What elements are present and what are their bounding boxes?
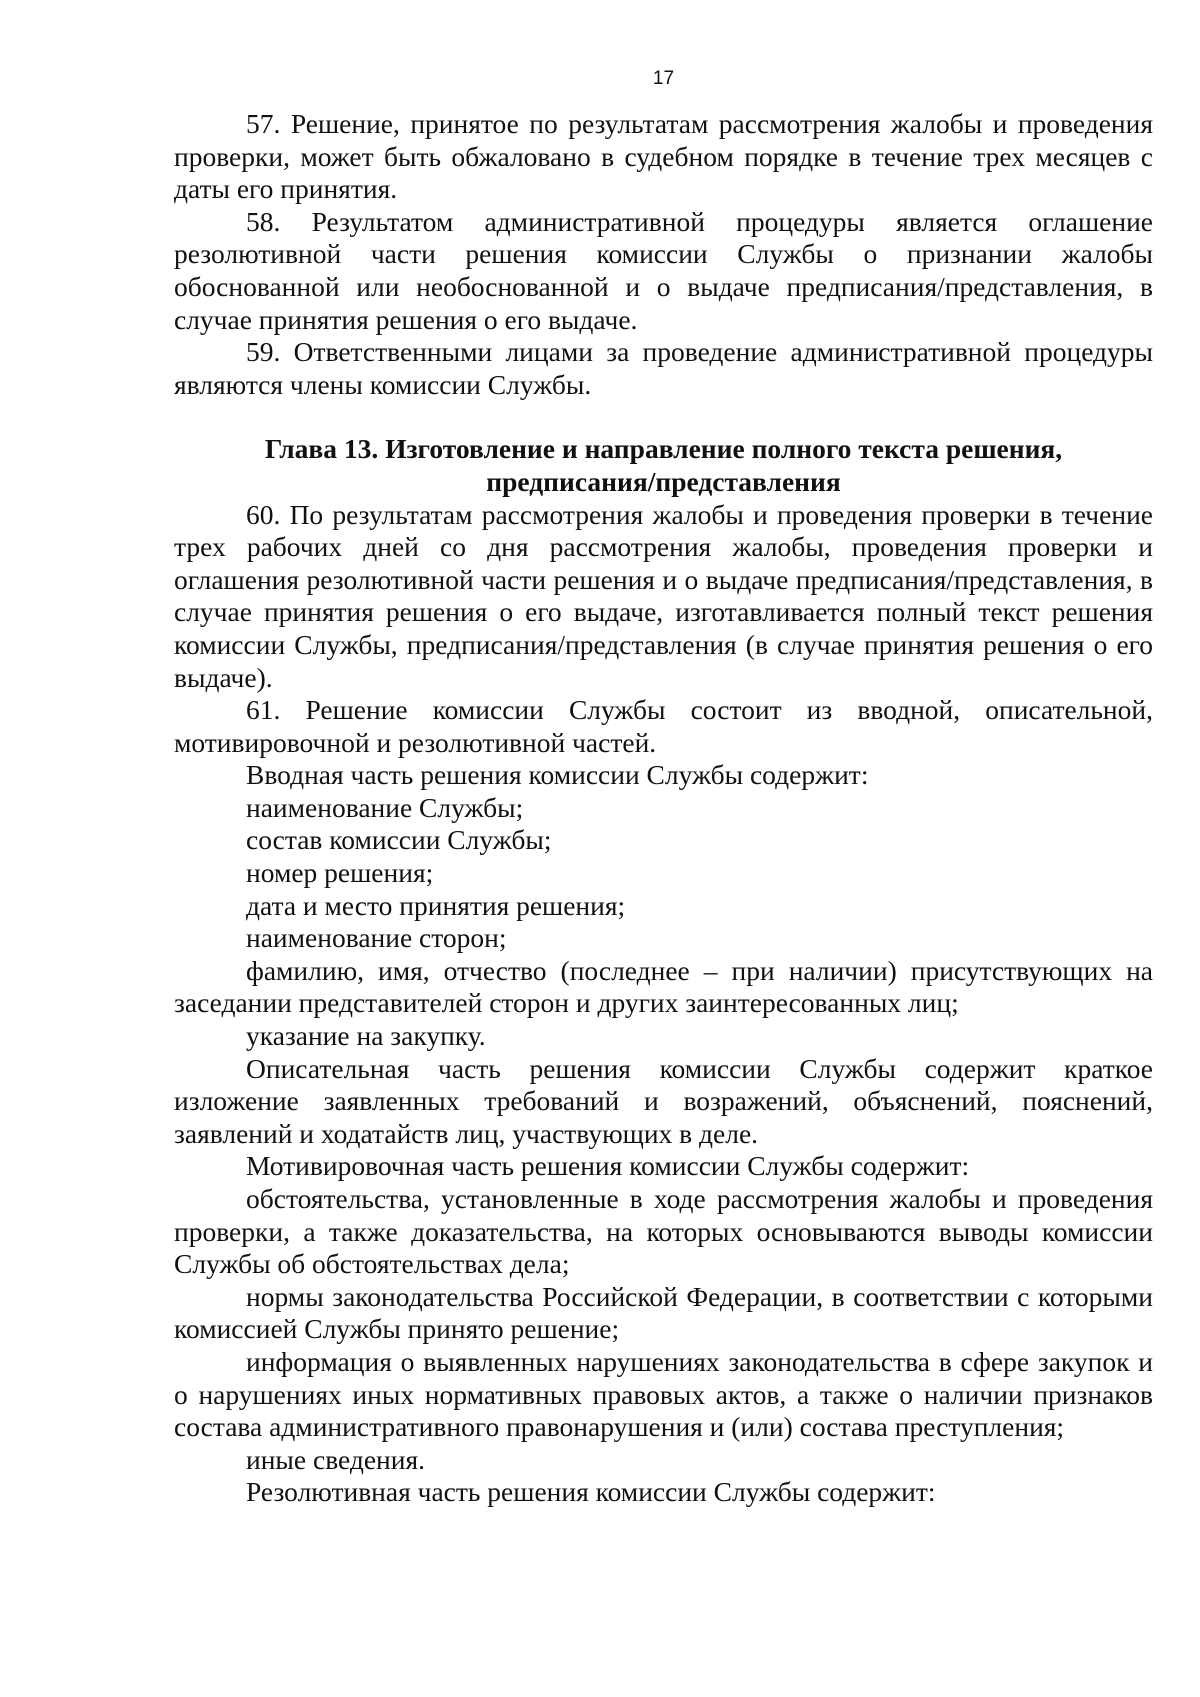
section-top — [174, 108, 1153, 401]
list-item: номер решения; — [246, 857, 434, 889]
intro-part-heading: Вводная часть решения комиссии Службы содержит: — [246, 759, 869, 791]
chapter-title — [174, 433, 1153, 498]
chapter-title-line-2: предписания/представления — [486, 465, 841, 497]
paragraph-61: 61. Решение комиссии Службы состоит из вводной, описательной, мотивировочной и резолютивной частей. — [174, 694, 1153, 758]
list-item: нормы законодательства Российской Федерации, в соответствии с которыми комиссией Службы принято решение; — [174, 1280, 1153, 1345]
paragraph-58: 58. Результатом административной процедуры является оглашение резолютивной части решения комиссии Службы о признании жалобы обоснованной или необоснованной и о выдаче предписания/представления, в случае принятия решения о его выдаче. — [174, 205, 1153, 335]
list-item: фамилию, имя, отчество (последнее – при наличии) присутствующих на заседании представителей сторон и других заинтересованных лиц; — [174, 954, 1153, 1019]
list-item: наименование Службы; — [246, 791, 524, 823]
list-item: наименование сторон; — [246, 922, 507, 954]
list-item: обстоятельства, установленные в ходе рассмотрения жалобы и проведения проверки, а также доказательства, на которых основываются выводы комиссии Службы об обстоятельствах дела; — [174, 1183, 1153, 1280]
list-item: иные сведения. — [246, 1443, 426, 1475]
list-item: информация о выявленных нарушениях законодательства в сфере закупок и о нарушениях иных нормативных правовых актов, а также о наличии признаков состава административного правонарушения и (или) состава преступления; — [174, 1345, 1153, 1443]
paragraph-60: 60. По результатам рассмотрения жалобы и проведения проверки в течение трех рабочих дней со дня рассмотрения жалобы, проведения проверки и оглашения резолютивной части решения и о выдаче предписания/представления, в случае принятия решения о его выдаче, изготавливается полный текст решения комиссии Службы, предписания/представления (в случае принятия решения о его выдаче). — [174, 498, 1153, 693]
paragraph-57: 57. Решение, принятое по результатам рассмотрения жалобы и проведения проверки, может быть обжаловано в судебном порядке в течение трех месяцев с даты его принятия. — [174, 108, 1153, 205]
list-item: состав комиссии Службы; — [246, 824, 552, 856]
page-number: 17 — [652, 68, 675, 89]
chapter-title-line-1: Глава 13. Изготовление и направление полного текста решения, — [264, 433, 1063, 465]
list-item: дата и место принятия решения; — [246, 889, 626, 921]
chapter-body — [174, 499, 1153, 1509]
operative-part-heading: Резолютивная часть решения комиссии Службы содержит: — [246, 1476, 936, 1508]
descriptive-part-paragraph: Описательная часть решения комиссии Службы содержит краткое изложение заявленных требований и возражений, объяснений, пояснений, заявлений и ходатайств лиц, участвующих в деле. — [174, 1052, 1153, 1149]
list-item: указание на закупку. — [246, 1020, 486, 1052]
paragraph-59: 59. Ответственными лицами за проведение административной процедуры являются члены комиссии Службы. — [174, 336, 1153, 400]
motivational-part-heading: Мотивировочная часть решения комиссии Службы содержит: — [246, 1150, 970, 1182]
